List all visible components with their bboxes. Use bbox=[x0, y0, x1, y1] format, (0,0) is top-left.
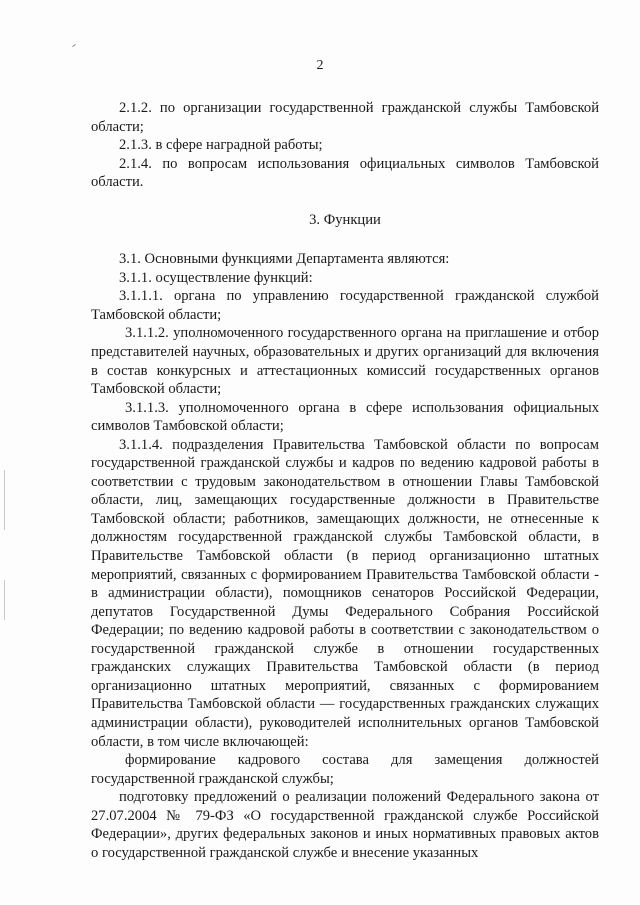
scan-edge-mark bbox=[4, 470, 5, 530]
scan-edge-mark bbox=[4, 580, 5, 620]
scan-mark bbox=[72, 44, 76, 47]
paragraph-3-1-1-4: 3.1.1.4. подразделения Правительства Тамбовской области по вопросам государственной гражданской службы и кадров по ведению кадровой работы в соответствии с трудовым законодательством в отношении Главы Тамбовской области, лиц, замещающих государственные должности в Правительстве Тамбовской области; работников, замещающих должности, не отнесенные к должностям государственной гражданской службы Тамбовской области, в Правительстве Тамбовской области (в период организационно штатных мероприятий, связанных с формированием Правительства Тамбовской области - в администрации области), помощников сенаторов Российской Федерации, депутатов Государственной Думы Федерального Собрания Российской Федерации; по ведению кадровой работы в соответствии с законодательством о государственной гражданской службе в отношении государственных гражданских служащих Правительства Тамбовской области (в период организационно штатных мероприятий, связанных с формированием Правительства Тамбовской области — государственных гражданских служащих администрации области), руководителей исполнительных органов Тамбовской области, в том числе включающей: bbox=[91, 436, 599, 750]
paragraph-3-1-1-2: 3.1.1.2. уполномоченного государственного органа на приглашение и отбор представителей научных, образовательных и других организаций для включения в состав конкурсных и аттестационных комиссий государственных органов Тамбовской области; bbox=[91, 325, 599, 398]
paragraph-staffing: формирование кадрового состава для замещения должностей государственной гражданской службы; bbox=[91, 752, 599, 787]
paragraph-3-1-1-3: 3.1.1.3. уполномоченного органа в сфере использования официальных символов Тамбовской области; bbox=[91, 399, 599, 435]
paragraph-proposals: подготовку предложений о реализации положений Федерального закона от 27.07.2004 № 79-ФЗ «О государственной гражданской службе Российской Федерации», других федеральных законов и иных нормативных правовых актов о государственной гражданской службе и внесение указанных bbox=[91, 789, 599, 861]
document-body bbox=[91, 99, 599, 862]
page-number: 2 bbox=[316, 58, 324, 73]
paragraph-3-1-1-1: 3.1.1.1. органа по управлению государственной гражданской службой Тамбовской области; bbox=[91, 288, 599, 323]
paragraph-2-1-2: 2.1.2. по организации государственной гражданской службы Тамбовской области; bbox=[91, 100, 599, 135]
section-heading: 3. Функции bbox=[309, 211, 381, 228]
paragraph-3-1: 3.1. Основными функциями Департамента являются: bbox=[119, 251, 450, 268]
paragraph-2-1-3: 2.1.3. в сфере наградной работы; bbox=[119, 137, 323, 154]
paragraph-3-1-1: 3.1.1. осуществление функций: bbox=[119, 269, 313, 286]
paragraph-2-1-4: 2.1.4. по вопросам использования официальных символов Тамбовской области. bbox=[91, 155, 599, 191]
